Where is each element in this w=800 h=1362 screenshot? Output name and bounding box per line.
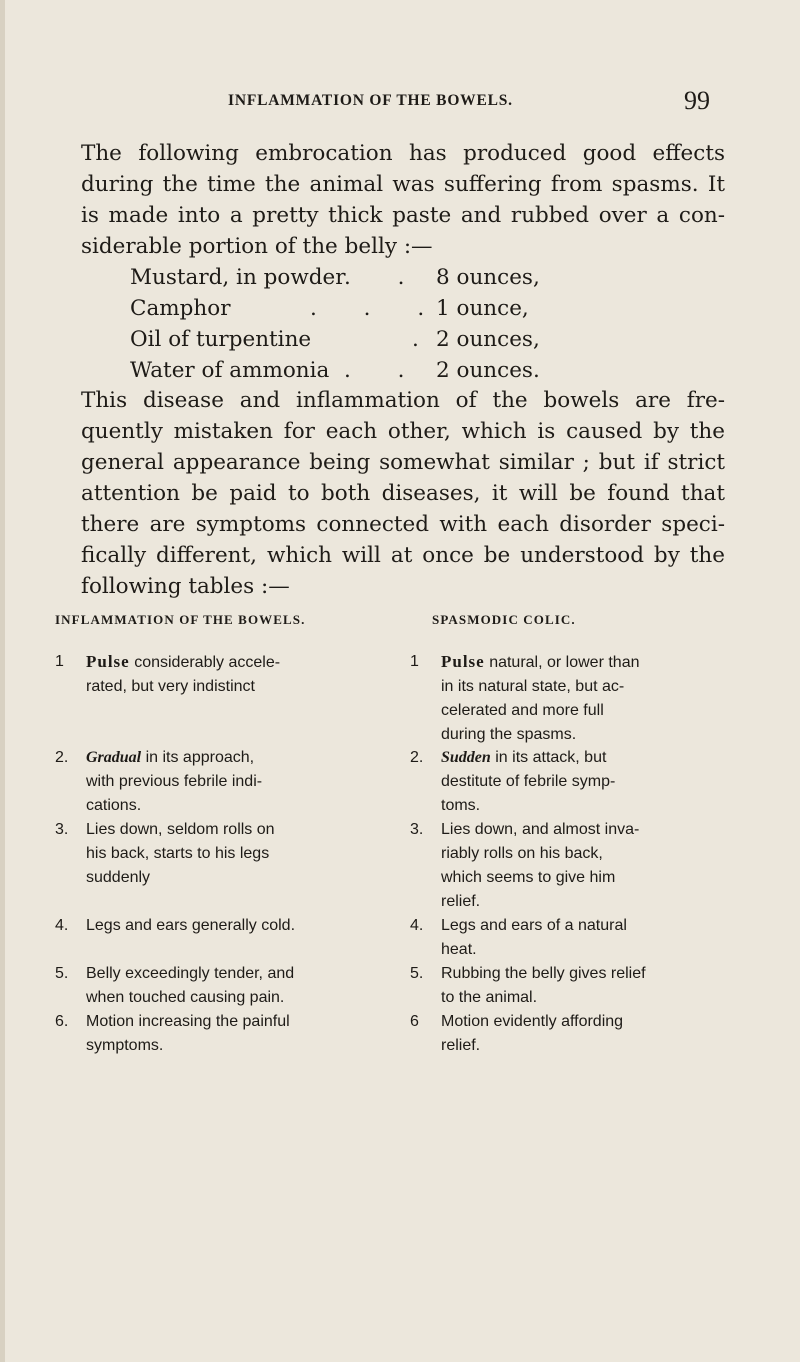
item-line: to the animal. bbox=[441, 989, 538, 1006]
item-line: Belly exceedingly tender, and bbox=[86, 965, 295, 982]
item-number: 5. bbox=[55, 965, 69, 982]
item-line: in its approach, bbox=[145, 749, 255, 766]
text-line: is made into a pretty thick paste and rubbed over a con- bbox=[81, 203, 725, 228]
item-number: 2. bbox=[55, 749, 69, 766]
item-line: celerated and more full bbox=[441, 702, 604, 719]
ingredient-name: Oil of turpentine bbox=[130, 327, 312, 352]
ingredient-name: Camphor bbox=[130, 296, 231, 321]
leader-dots: . . bbox=[344, 358, 425, 383]
item-line: toms. bbox=[441, 797, 481, 814]
item-line: Lies down, and almost inva- bbox=[441, 821, 640, 838]
item-line: relief. bbox=[441, 1037, 481, 1054]
text-line: This disease and inflammation of the bowels are fre- bbox=[81, 388, 725, 413]
item-lead: Gradual bbox=[86, 749, 142, 766]
item-line: Motion evidently affording bbox=[441, 1013, 624, 1030]
text-line: during the time the animal was suffering from spasms. It bbox=[81, 172, 725, 197]
item-number: 6. bbox=[55, 1013, 69, 1030]
item-number: 3. bbox=[55, 821, 69, 838]
item-lead: Sudden bbox=[441, 749, 491, 766]
ingredient-name: Water of ammonia bbox=[130, 358, 330, 383]
item-line: Rubbing the belly gives relief bbox=[441, 965, 646, 982]
ingredient-amount: 2 ounces, bbox=[436, 327, 540, 352]
item-line: in its natural state, but ac- bbox=[441, 678, 625, 695]
text-line: siderable portion of the belly :— bbox=[81, 234, 433, 259]
item-number: 2. bbox=[410, 749, 424, 766]
column-title-inflammation: INFLAMMATION OF THE BOWELS. bbox=[55, 612, 306, 627]
recipe-row bbox=[130, 355, 650, 386]
ingredient-name: Mustard, in powder bbox=[130, 265, 346, 290]
item-line: riably rolls on his back, bbox=[441, 845, 603, 862]
item-line: when touched causing pain. bbox=[86, 989, 285, 1006]
item-number: 6 bbox=[410, 1013, 419, 1030]
page-number: 99 bbox=[684, 86, 710, 115]
item-line: Motion increasing the painful bbox=[86, 1013, 290, 1030]
text-line: fically different, which will at once be understood by the bbox=[81, 543, 725, 568]
item-lead: Pulse bbox=[86, 652, 130, 671]
item-line: rated, but very indistinct bbox=[86, 678, 255, 695]
running-head: INFLAMMATION OF THE BOWELS. bbox=[228, 92, 513, 109]
leader-dots: . . bbox=[344, 265, 425, 290]
ingredient-amount: 2 ounces. bbox=[436, 358, 540, 383]
text-line: general appearance being somewhat similar ; but if strict bbox=[81, 450, 725, 475]
item-number: 4. bbox=[55, 917, 69, 934]
item-lead: Pulse bbox=[441, 652, 485, 671]
item-line: during the spasms. bbox=[441, 726, 577, 743]
item-line: his back, starts to his legs bbox=[86, 845, 270, 862]
recipe-row bbox=[130, 293, 650, 324]
ingredient-amount: 1 ounce, bbox=[436, 296, 529, 321]
item-number: 1 bbox=[410, 653, 419, 670]
item-line: destitute of febrile symp- bbox=[441, 773, 616, 790]
recipe-row bbox=[130, 262, 650, 293]
item-number: 4. bbox=[410, 917, 424, 934]
text-line: quently mistaken for each other, which is caused by the bbox=[81, 419, 725, 444]
item-number: 1 bbox=[55, 653, 64, 670]
recipe-row bbox=[130, 324, 650, 355]
item-line: suddenly bbox=[86, 869, 151, 886]
leader-dots: . bbox=[412, 327, 439, 352]
ingredient-amount: 8 ounces, bbox=[436, 265, 540, 290]
item-line: which seems to give him bbox=[441, 869, 616, 886]
leader-dots: . . . bbox=[310, 296, 445, 321]
text-line: attention be paid to both diseases, it will be found that bbox=[81, 481, 725, 506]
column-title-colic: SPASMODIC COLIC. bbox=[432, 612, 576, 627]
item-line: considerably accele- bbox=[134, 654, 281, 671]
item-line: Lies down, seldom rolls on bbox=[86, 821, 275, 838]
item-line: in its attack, but bbox=[495, 749, 607, 766]
item-number: 3. bbox=[410, 821, 424, 838]
page-edge bbox=[0, 0, 5, 1362]
item-line: relief. bbox=[441, 893, 481, 910]
item-line: with previous febrile indi- bbox=[86, 773, 263, 790]
item-line: natural, or lower than bbox=[489, 654, 640, 671]
page-header bbox=[0, 86, 800, 116]
item-line: Legs and ears generally cold. bbox=[86, 917, 296, 934]
item-number: 5. bbox=[410, 965, 424, 982]
text-line: following tables :— bbox=[81, 574, 290, 599]
text-line: there are symptoms connected with each disorder speci- bbox=[81, 512, 725, 537]
item-line: symptoms. bbox=[86, 1037, 164, 1054]
item-line: Legs and ears of a natural bbox=[441, 917, 627, 934]
recipe-list bbox=[130, 262, 650, 386]
text-line: The following embrocation has produced good effects bbox=[81, 141, 725, 166]
item-line: cations. bbox=[86, 797, 142, 814]
item-line: heat. bbox=[441, 941, 477, 958]
